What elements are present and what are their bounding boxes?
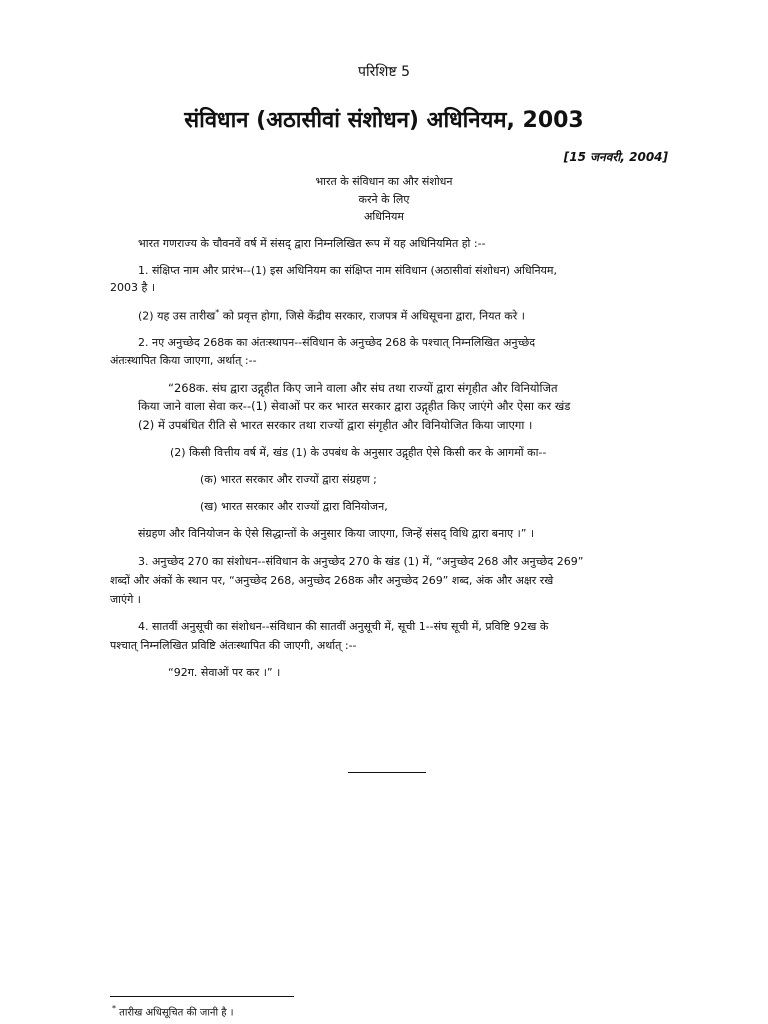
footnote-rule (110, 996, 294, 997)
section-1-line-2: 2003 है । (110, 281, 155, 294)
footnote-star: * (112, 1004, 116, 1013)
section-4-line-2: पश्चात् निम्नलिखित प्रविष्टि अंतःस्थापित की जाएगी, अर्थात् :-- (110, 639, 357, 652)
section-3-line-2: शब्दों और अंकों के स्थान पर, “अनुच्छेद 268, अनुच्छेद 268क और अनुच्छेद 269” शब्द, अंक और अक्षर रखे (110, 574, 554, 587)
section-3-line-3: जाएंगे । (110, 593, 141, 606)
preamble-line-3: अधिनियम (364, 210, 404, 223)
footnote-text: तारीख अधिसूचित की जानी है । (116, 1007, 234, 1019)
section-1-clause-2 (138, 308, 525, 324)
enacting-clause: भारत गणराज्य के चौवनवें वर्ष में संसद् द्वारा निम्नलिखित रूप में यह अधिनियमित हो :-- (138, 237, 486, 250)
section-4-line-1: 4. सातवीं अनुसूची का संशोधन--संविधान की सातवीं अनुसूची में, सूची 1--संघ सूची में, प्रविष्टि 92ख के (138, 620, 549, 633)
clause-2-text-a: (2) यह उस तारीख (138, 309, 216, 323)
article-268a-line-3: (2) में उपबंधित रीति से भारत सरकार तथा राज्यों द्वारा संगृहीत और विनियोजित किया जाएगा । (138, 418, 533, 432)
clause-2-text-b: को प्रवृत्त होगा, जिसे केंद्रीय सरकार, राजपत्र में अधिसूचना द्वारा, नियत करे । (219, 309, 525, 323)
preamble-line-2: करने के लिए (358, 193, 410, 206)
article-268a-line-2: किया जाने वाला सेवा कर--(1) सेवाओं पर कर भारत सरकार द्वारा उद्गृहीत किए जाएंगे और ऐसा कर खंड (138, 399, 571, 413)
section-2-line-2: अंतःस्थापित किया जाएगा, अर्थात् :-- (110, 354, 257, 367)
section-1-line-1: 1. संक्षिप्त नाम और प्रारंभ--(1) इस अधिनियम का संक्षिप्त नाम संविधान (अठासीवां संशोधन) अधिनियम, (138, 264, 558, 277)
article-268a-closing: संग्रहण और विनियोजन के ऐसे सिद्धान्तों के अनुसार किया जाएगा, जिन्हें संसद् विधि द्वारा बनाए ।” । (138, 527, 535, 540)
appendix-label: परिशिष्ट 5 (358, 64, 410, 80)
section-2-line-1: 2. नए अनुच्छेद 268क का अंतःस्थापन--संविधान के अनुच्छेद 268 के पश्चात् निम्नलिखित अनुच्छेद (138, 336, 536, 349)
section-end-rule (348, 772, 426, 773)
page-title: संविधान (अठासीवां संशोधन) अधिनियम, 2003 (184, 108, 584, 133)
article-268a-item-kha: (ख) भारत सरकार और राज्यों द्वारा विनियोजन, (200, 500, 388, 513)
footnote-marker: * (215, 308, 220, 317)
article-268a-clause-2: (2) किसी वित्तीय वर्ष में, खंड (1) के उपबंध के अनुसार उद्गृहीत ऐसे किसी कर के आगमों का-- (170, 446, 547, 459)
article-268a-item-ka: (क) भारत सरकार और राज्यों द्वारा संग्रहण ; (200, 473, 377, 486)
enactment-date: [15 जनवरी, 2004] (563, 150, 668, 164)
article-268a-line-1: “268क. संघ द्वारा उद्गृहीत किए जाने वाला और संघ तथा राज्यों द्वारा संगृहीत और विनियोजित (168, 381, 558, 395)
section-3-line-1: 3. अनुच्छेद 270 का संशोधन--संविधान के अनुच्छेद 270 के खंड (1) में, “अनुच्छेद 268 और अनुच्छेद 269” (138, 555, 584, 568)
entry-92c-quote: “92ग. सेवाओं पर कर ।” । (168, 666, 281, 679)
preamble-line-1: भारत के संविधान का और संशोधन (315, 175, 453, 188)
footnote (112, 1004, 234, 1018)
